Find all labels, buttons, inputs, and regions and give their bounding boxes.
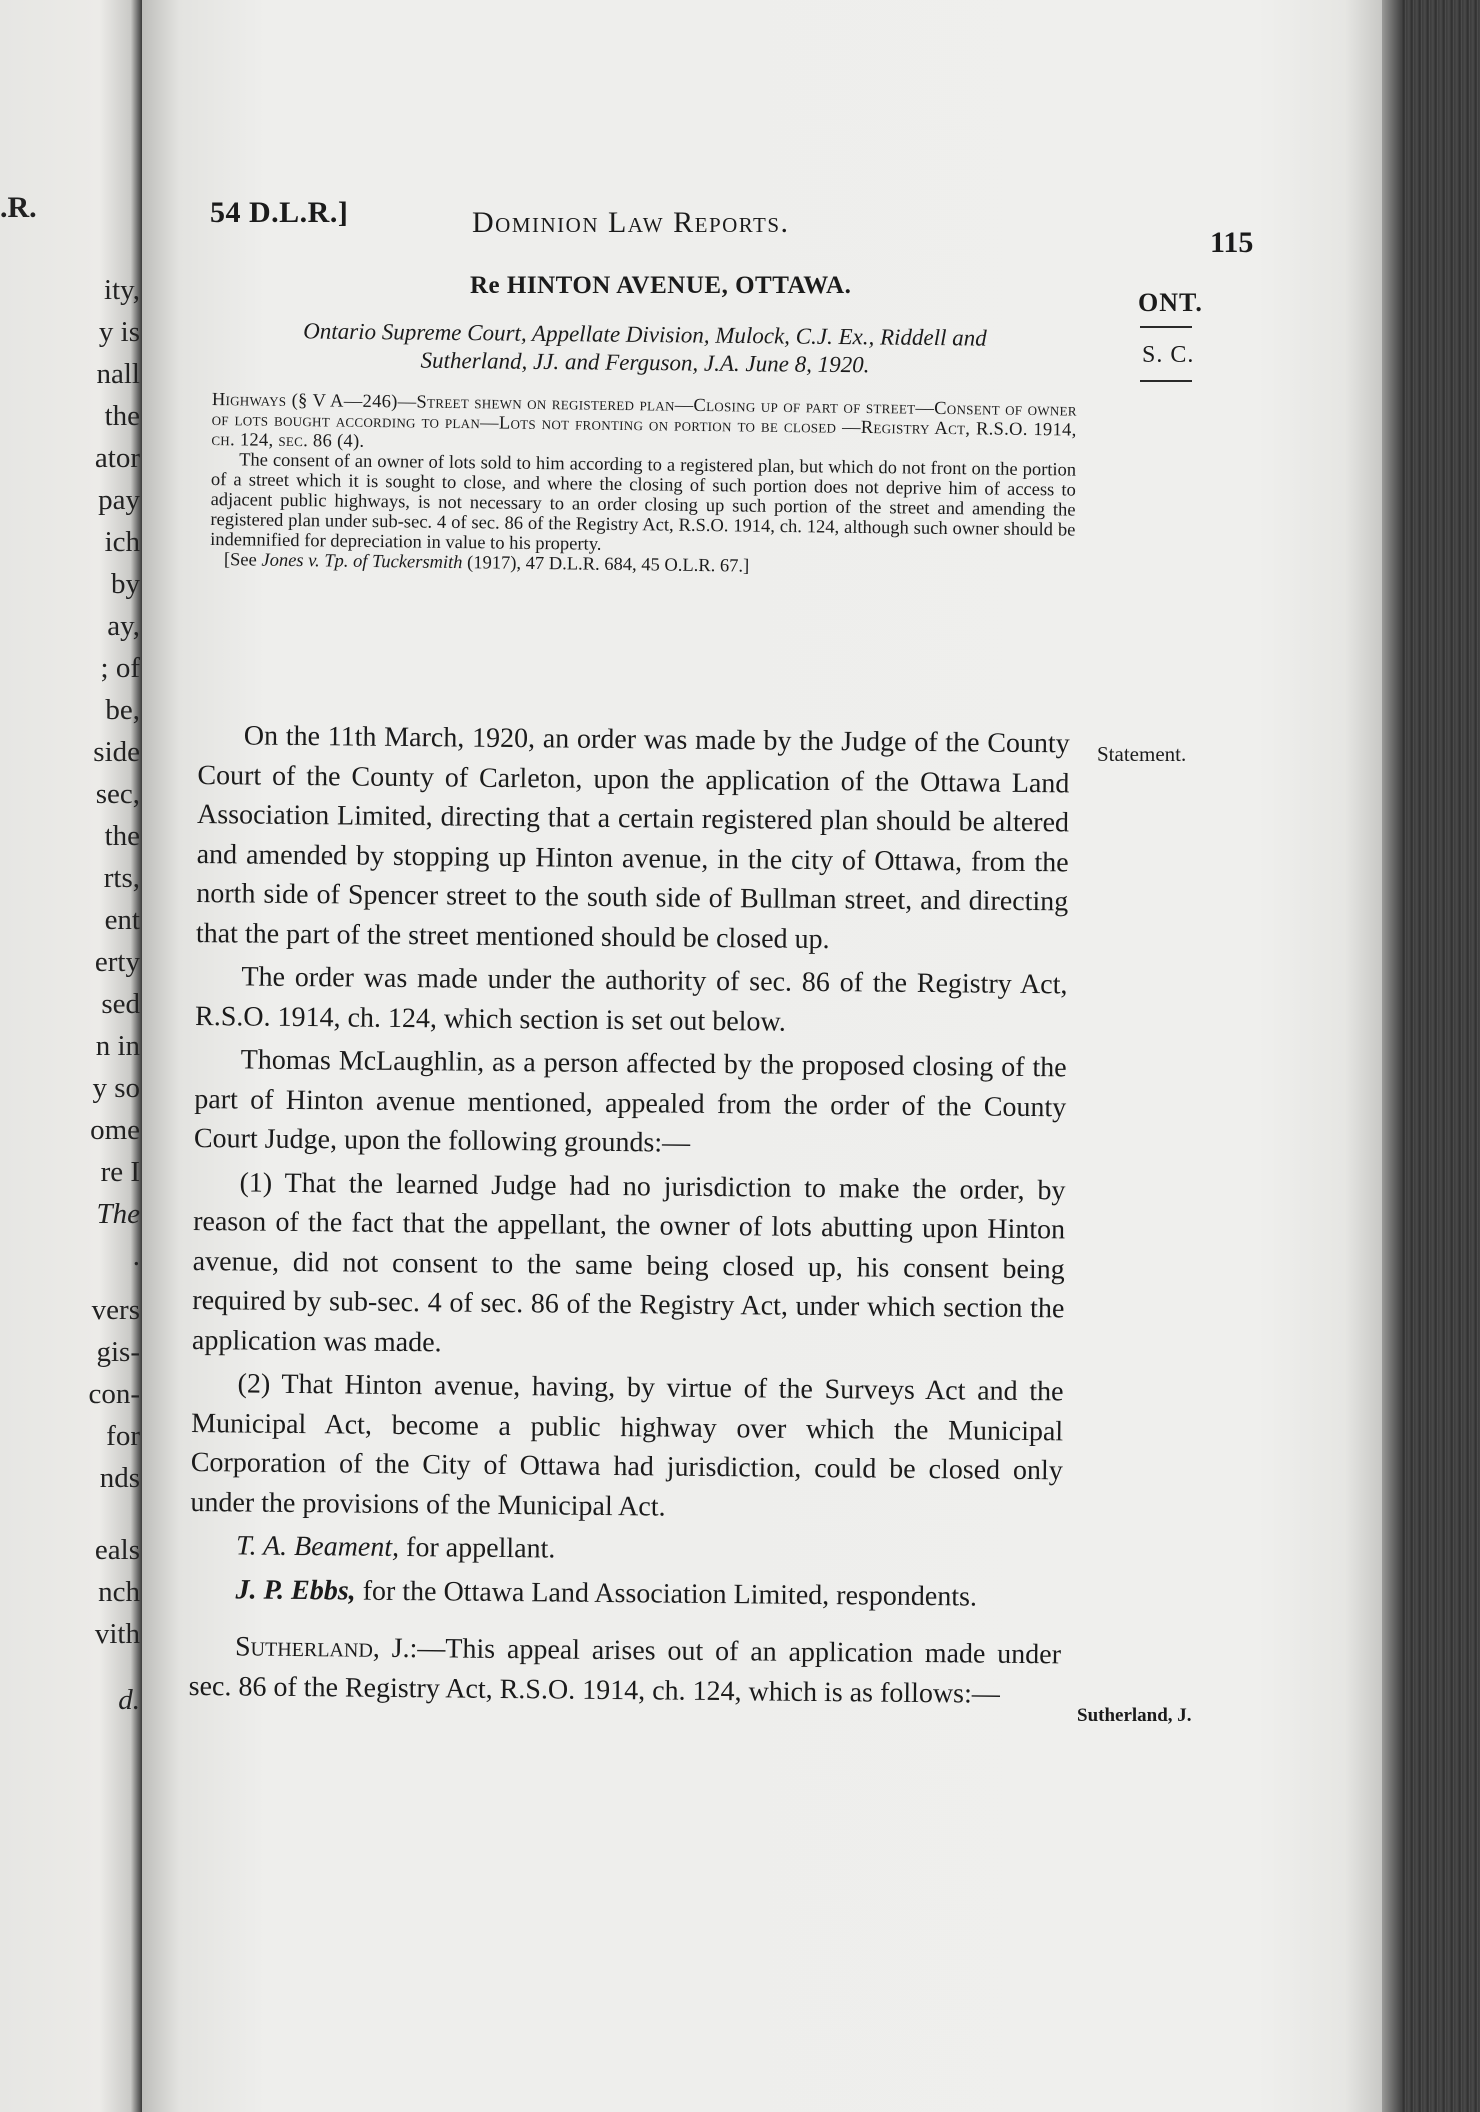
counsel-respondent xyxy=(189,1569,1061,1617)
left-page-line-fragment: nch xyxy=(98,1576,140,1608)
left-page-line-fragment: con- xyxy=(88,1378,140,1410)
left-page-line-fragment: nds xyxy=(99,1462,140,1494)
left-page-line-fragment: sed xyxy=(101,988,140,1020)
left-page-line-fragment: n in xyxy=(95,1030,140,1062)
left-page-line-fragment: by xyxy=(111,568,140,600)
left-page-line-fragment: y is xyxy=(98,316,140,348)
left-page-line-fragment: ; of xyxy=(100,652,140,684)
counsel-respondent-name: J. P. Ebbs, xyxy=(235,1573,356,1607)
left-facing-page xyxy=(0,0,142,2112)
left-page-line-fragment: The xyxy=(96,1198,140,1230)
left-page-line-fragment: gis- xyxy=(96,1336,140,1368)
court-line-2: Sutherland, JJ. and Ferguson, J.A. June 8, 1920. xyxy=(420,347,870,378)
left-page-line-fragment: y so xyxy=(92,1072,140,1104)
headnote-heading: Highways (§ V A—246)—Street shewn on registered plan—Closing up of part of street—Consent of owner of lots bought according to plan—Lots not fronting on portion to be closed —Registry Act, R.S.O. 1914, ch. 124, sec. 86 (4). xyxy=(211,390,1077,452)
left-page-line-fragment: ent xyxy=(104,904,140,936)
volume-reference: 54 D.L.R.] xyxy=(210,196,349,229)
body-paragraph-5: (2) That Hinton avenue, having, by virtue of the Surveys Act and the Municipal Act, become a public highway over which the Municipal Corporation of the City of Ottawa had jurisdiction, could be closed only under the provisions of the Municipal Act. xyxy=(190,1368,1064,1523)
left-page-line-fragment: for xyxy=(106,1420,140,1452)
sidebar-rule-bottom xyxy=(1140,380,1192,382)
left-page-line-fragment: . xyxy=(132,1240,140,1272)
left-page-line-fragment: rts, xyxy=(103,862,140,894)
case-title: Re HINTON AVENUE, OTTAWA. xyxy=(470,272,852,299)
body-paragraph-1: On the 11th March, 1920, an order was made by the Judge of the County Court of the County of Carleton, upon the application of the Ottawa Land Association Limited, directing that a certain registered plan should be altered and amended by stopping up Hinton avenue, in the city of Ottawa, from the north side of Spencer street to the south side of Bullman street, and directing that the part of the street mentioned should be closed up. xyxy=(195,720,1070,955)
book-page-edges xyxy=(1382,0,1480,2112)
counsel-appellant-name: T. A. Beament, xyxy=(235,1530,400,1563)
left-page-line-fragment: vers xyxy=(91,1294,140,1326)
running-head: Dominion Law Reports. xyxy=(472,206,790,239)
sidebar-rule-top xyxy=(1140,326,1192,328)
body-paragraph-3: Thomas McLaughlin, as a person affected by the proposed closing of the part of Hinton avenue mentioned, appealed from the order of the County Court Judge, upon the following grounds:— xyxy=(193,1044,1067,1159)
left-page-line-fragment: the xyxy=(104,400,140,432)
left-page-line-fragment: d. xyxy=(118,1684,140,1716)
case-body xyxy=(188,716,1070,1718)
left-page-line-fragment: ome xyxy=(90,1114,140,1146)
judgment-opening xyxy=(188,1627,1061,1714)
citation-prefix: [See xyxy=(223,550,262,571)
judgment-opening-text: :—This appeal arises out of an application made under sec. 86 of the Registry Act, R.S.O. 1914, ch. 124, which is as follows:— xyxy=(188,1633,1062,1710)
statement-margin-note: Statement. xyxy=(1097,742,1187,766)
left-page-line-fragment: ity, xyxy=(104,274,140,306)
page-number: 115 xyxy=(1210,226,1254,259)
left-page-line-fragment: vith xyxy=(94,1618,140,1650)
counsel-appellant-role: for appellant. xyxy=(398,1531,556,1565)
left-page-line-fragment: sec, xyxy=(95,778,140,810)
left-page-line-fragment: ay, xyxy=(107,610,140,642)
left-page-line-fragment: ator xyxy=(94,442,140,474)
counsel-respondent-role: for the Ottawa Land Association Limited, respondents. xyxy=(355,1575,978,1613)
counsel-appellant xyxy=(190,1526,1062,1574)
left-page-line-fragment: nall xyxy=(96,358,140,390)
left-page-line-fragment: be, xyxy=(105,694,140,726)
province-label: ONT. xyxy=(1138,288,1203,317)
left-page-header-fragment: .R. xyxy=(0,191,37,224)
court-line-1: Ontario Supreme Court, Appellate Division, Mulock, C.J. Ex., Riddell and xyxy=(303,318,987,351)
left-page-line-fragment: erty xyxy=(94,946,140,978)
left-page-line-fragment: the xyxy=(104,820,140,852)
court-abbreviation: S. C. xyxy=(1142,342,1195,368)
body-paragraph-4: (1) That the learned Judge had no jurisdiction to make the order, by reason of the fact that the appellant, the owner of lots abutting upon Hinton avenue, did not consent to the same being closed up, his consent being required by sub-sec. 4 of sec. 86 of the Registry Act, under which section the application was made. xyxy=(191,1166,1066,1358)
citation-suffix: (1917), 47 D.L.R. 684, 45 O.L.R. 67.] xyxy=(462,553,750,577)
judgment-judge-name: Sutherland, J. xyxy=(234,1631,410,1665)
headnote xyxy=(210,390,1077,581)
body-paragraph-2: The order was made under the authority of sec. 86 of the Registry Act, R.S.O. 1914, ch. 124, which section is set out below. xyxy=(194,961,1068,1038)
left-page-line-fragment: side xyxy=(93,736,140,768)
headnote-summary: The consent of an owner of lots sold to him according to a registered plan, but which do not front on the portion of a street which it is sought to close, and where the closing of such portion does not deprive him of access to adjacent public highways, is not necessary to an order closing up such portion of the street and amending the registered plan under sub-sec. 4 of sec. 86 of the Registry Act, R.S.O. 1914, ch. 124, although such owner should be indemnified for depreciation in value to his property. xyxy=(210,450,1077,555)
left-page-line-fragment: re I xyxy=(100,1156,140,1188)
judge-margin-note: Sutherland, J. xyxy=(1077,1705,1192,1726)
left-page-line-fragment: eals xyxy=(94,1534,140,1566)
left-page-line-fragment: ich xyxy=(104,526,140,558)
citation-case-name: Jones v. Tp. of Tuckersmith xyxy=(261,550,463,574)
left-page-line-fragment: pay xyxy=(98,484,140,516)
